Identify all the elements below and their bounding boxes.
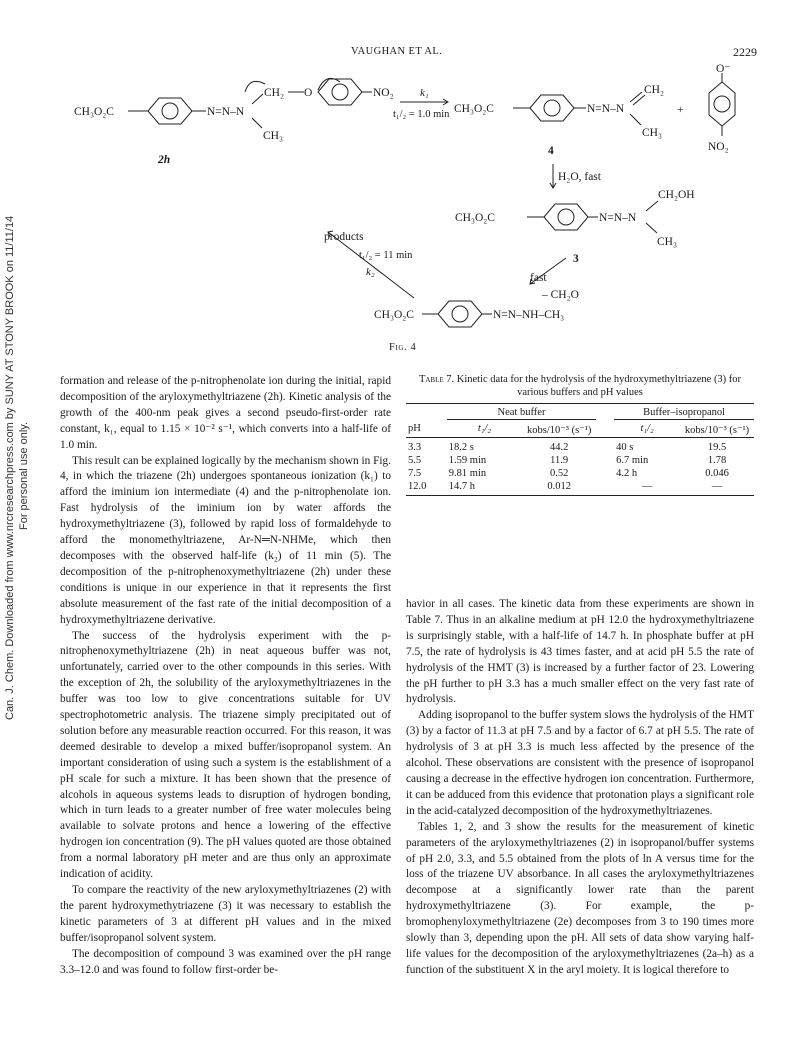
cell: 40 s [616,442,634,453]
group-header-isopropanol: Buffer–isopropanol [614,404,754,420]
benzene-ring-2h-b [318,79,362,105]
curved-arrow-1 [245,81,265,92]
benzene-ring-phenolate [709,82,735,126]
label-azo-4: N=N–N [587,103,625,115]
cell: 0.52 [549,468,569,479]
col-header-ph: pH [406,420,447,438]
label-o-minus: O⁻ [716,63,731,75]
col-header-half-life: t₁/₂ [614,420,680,438]
label-compound-4: 4 [548,145,554,157]
paragraph: havior in all cases. The kinetic data from these experiments are shown in Table 7. Thus in an alkaline medium at pH 12.0 the hydroxymethyltriazene is surprisingly stable, with a half-life of 14.7 h. In phosphate buffer at pH 7.5, the rate of hydrolysis is 43 times faster, and at acid pH 5.5 the rate of hydrolysis of the HMT (3) is increased by a further factor of 23. Lowering the pH further to pH 3.3 has a much smaller effect on the very fast rate of hydrolysis. [406,598,754,706]
cell: 4.2 h [616,468,638,479]
cell: 1.59 min [448,455,487,466]
label-k2: k₂ [366,266,375,278]
label-fast: fast [530,272,547,284]
label-compound-2h: 2h [158,154,171,166]
kinetic-data-table [406,403,754,496]
figure-caption: Fig. 4 [389,342,417,353]
label-minus-ch2o: – CH₂O [542,289,579,301]
paragraph: The success of the hydrolysis experiment with the p-nitrophenoxymethyltriazene (2h) in neat aqueous buffer was not, unfortunately, carried over to the other compounds in this series. With the exception of 2h, the solubility of the aryloxymethyltriazenes in the buffer was too low to give concentrations suitable for UV spectrophotometric analysis. The triazene simply precipitated out of solution before any measurable reaction occurred. For this reason, it was deemed desirable to develop a mixed buffer/isopropanol system. An important consideration of using such a system is the establishment of a pH scale for such a mixture. It has been shown that the presence of alcohols in aqueous systems leads to disruption of hydrogen bonding, which in turn leads to a greater number of free water molecules being available to solvate protons and hence a lowering of the effective hydrogen ion concentration (9). The pH values quoted are those obtained from a normal laboratory pH meter and are thus only an approximate indication of acidity. [60,629,391,881]
cell: 7.5 [408,468,422,479]
cell: 0.012 [522,480,596,496]
label-ch2-4: CH₂ [644,84,664,96]
label-compound-3: 3 [573,253,579,265]
label-ester-4: CH₃O₂C [454,103,494,115]
label-plus: + [677,104,684,116]
group-header-neat: Neat buffer [447,404,596,420]
table-row [406,454,754,467]
label-no2-phenolate: NO₂ [708,141,729,153]
label-ester-2h: CH₃O₂C [74,106,114,118]
label-half-life-11: t₁/₂ = 11 min [359,250,413,261]
paragraph: To compare the reactivity of the new aryloxymethyltriazenes (2) with the parent hydroxymethytriazene (3) it was necessary to establish the kinetic parameters of 3 at different pH values and in the mixed buffer/isopropanol solvent system. [60,884,391,944]
aromatic-circle-2h-a [162,103,178,119]
paragraph: Tables 1, 2, and 3 show the results for the measurement of kinetic parameters of the aryloxymethyltriazenes (2) in isopropanol/buffer systems of pH 2.0, 3.3, and 5.5 obtained from the plots of ln A versus time for the loss of the triazene UV absorbance. In all cases the aryloxymethyltriazenes decompose at a significantly lower rate than the parent hydroxymethyltriazene (3). For example, the p-bromophenyloxymethyltriazene (2e) decomposes from 3 to 190 times more slowly than 3, depending upon the pH. All sets of data show varying half-life values for the decomposition of the aryloxymethyltriazenes (2a–h) as a function of the substituent X in the aryl moiety. It is logical therefore to [406,820,754,976]
label-ch3-2h: CH₃ [263,130,283,142]
label-k1: k₁ [420,87,429,99]
label-h2o-fast: H₂O, fast [558,171,601,183]
page-number: 2229 [733,45,757,59]
benzene-ring-4 [530,95,574,121]
left-column [60,374,391,978]
col-header-kobs: kobs/10⁻³ (s⁻¹) [522,420,596,438]
label-products: products [324,231,364,243]
cell: 19.5 [707,442,727,453]
benzene-ring-3 [544,204,588,230]
benzene-ring-5 [438,301,482,327]
label-azo-2h: N=N–N [207,106,245,118]
label-azo-3: N=N–N [599,212,637,224]
paragraph: This result can be explained logically by the mechanism shown in Fig. 4, in which the triazene (2h) undergoes spontaneous ionization (k₁) to afford the iminium ion intermediate (4) and the p-nitrophenolate ion. Fast hydrolysis of the iminium ion by water affords the hydroxymethyltriazene (3), followed by rapid loss of formaldehyde to afford the monomethyltriazene, Ar-N═N-NHMe, which then decomposes with the observed half-life (k₂) of 11 min (5). The decomposition of the p-nitrophenoxymethyltriazene (2h) under these conditions is unique in our experience in that it represents the first absolute measurement of the fast rate of the initial decomposition of a hydroxymethyltriazene derivative. [60,454,391,626]
cell: 11.9 [550,455,569,466]
table-caption-text: Kinetic data for the hydrolysis of the hydroxymethyltriazene (3) for various buffers and pH values [456,374,742,398]
cell: 9.81 min [448,468,487,479]
paragraph: formation and release of the p-nitrophenolate ion during the initial, rapid decomposition of the aryloxymethyltriazene (2h). Kinetic analysis of the growth of the 400-nm peak gives a second pseudo-first-order rate constant, k₁, equal to 1.15 × 10⁻² s⁻¹, which converts into a half-life of 1.0 min. [60,375,391,451]
label-no2-2h: NO₂ [373,87,394,99]
cell: 12.0 [406,480,447,496]
col-header-half-life: t₁/₂ [447,420,522,438]
cell: 0.046 [705,468,729,479]
label-ch3-4: CH₃ [642,127,662,139]
table-row [406,467,754,480]
table-row [406,438,754,455]
watermark-line-1: Can. J. Chem. Downloaded from www.nrcresearchpress.com by SUNY AT STONY BROOK on 11/11/14 [4,215,16,720]
cell: 44.2 [549,442,569,453]
paragraph: The decomposition of compound 3 was examined over the pH range 3.3–12.0 and was found to follow first-order be- [60,947,391,976]
table-row [406,480,754,496]
label-oxygen-2h: O [304,87,313,99]
label-ch2oh: CH₂OH [658,189,695,201]
cell: 18.2 s [448,442,474,453]
col-header-kobs: kobs/10⁻³ (s⁻¹) [680,420,754,438]
watermark-line-2: For personal use only. [18,421,30,530]
table-7 [406,373,754,496]
cell: — [614,480,680,496]
right-column [406,597,754,979]
cell: 5.5 [408,455,422,466]
paragraph: Adding isopropanol to the buffer system slows the hydrolysis of the HMT (3) by a factor of 11.3 at pH 7.5 and by a factor of 6.7 at pH 5.5. The rate of hydrolysis of 3 at pH 3.3 is much less affected by the presence of the alcohol. These observations are consistent with the presence of isopropanol causing a decrease in the effective hydrogen ion concentration. Furthermore, it can be adduced from this evidence that protonation plays a significant role in the acid-catalyzed decomposition of the hydroxymethyltriazenes. [406,709,754,817]
label-ch2-2h: CH₂ [264,87,284,99]
label-azo-5: N=N–NH–CH₃ [493,309,565,321]
reaction-scheme-figure [60,62,760,332]
cell: 6.7 min [616,455,649,466]
table-caption [406,373,754,399]
cell: 1.78 [707,455,727,466]
label-ester-5: CH₃O₂C [374,309,414,321]
label-half-life-1: t₁/₂ = 1.0 min [393,109,450,120]
cell: — [680,480,754,496]
download-watermark [0,200,40,720]
running-title: VAUGHAN ET AL. [351,46,443,57]
benzene-ring-2h-a [148,98,192,124]
table-caption-label: Table 7. [418,374,455,385]
label-ester-3: CH₃O₂C [455,212,495,224]
cell: 3.3 [408,442,422,453]
label-ch3-3: CH₃ [657,236,677,248]
cell: 14.7 h [447,480,522,496]
